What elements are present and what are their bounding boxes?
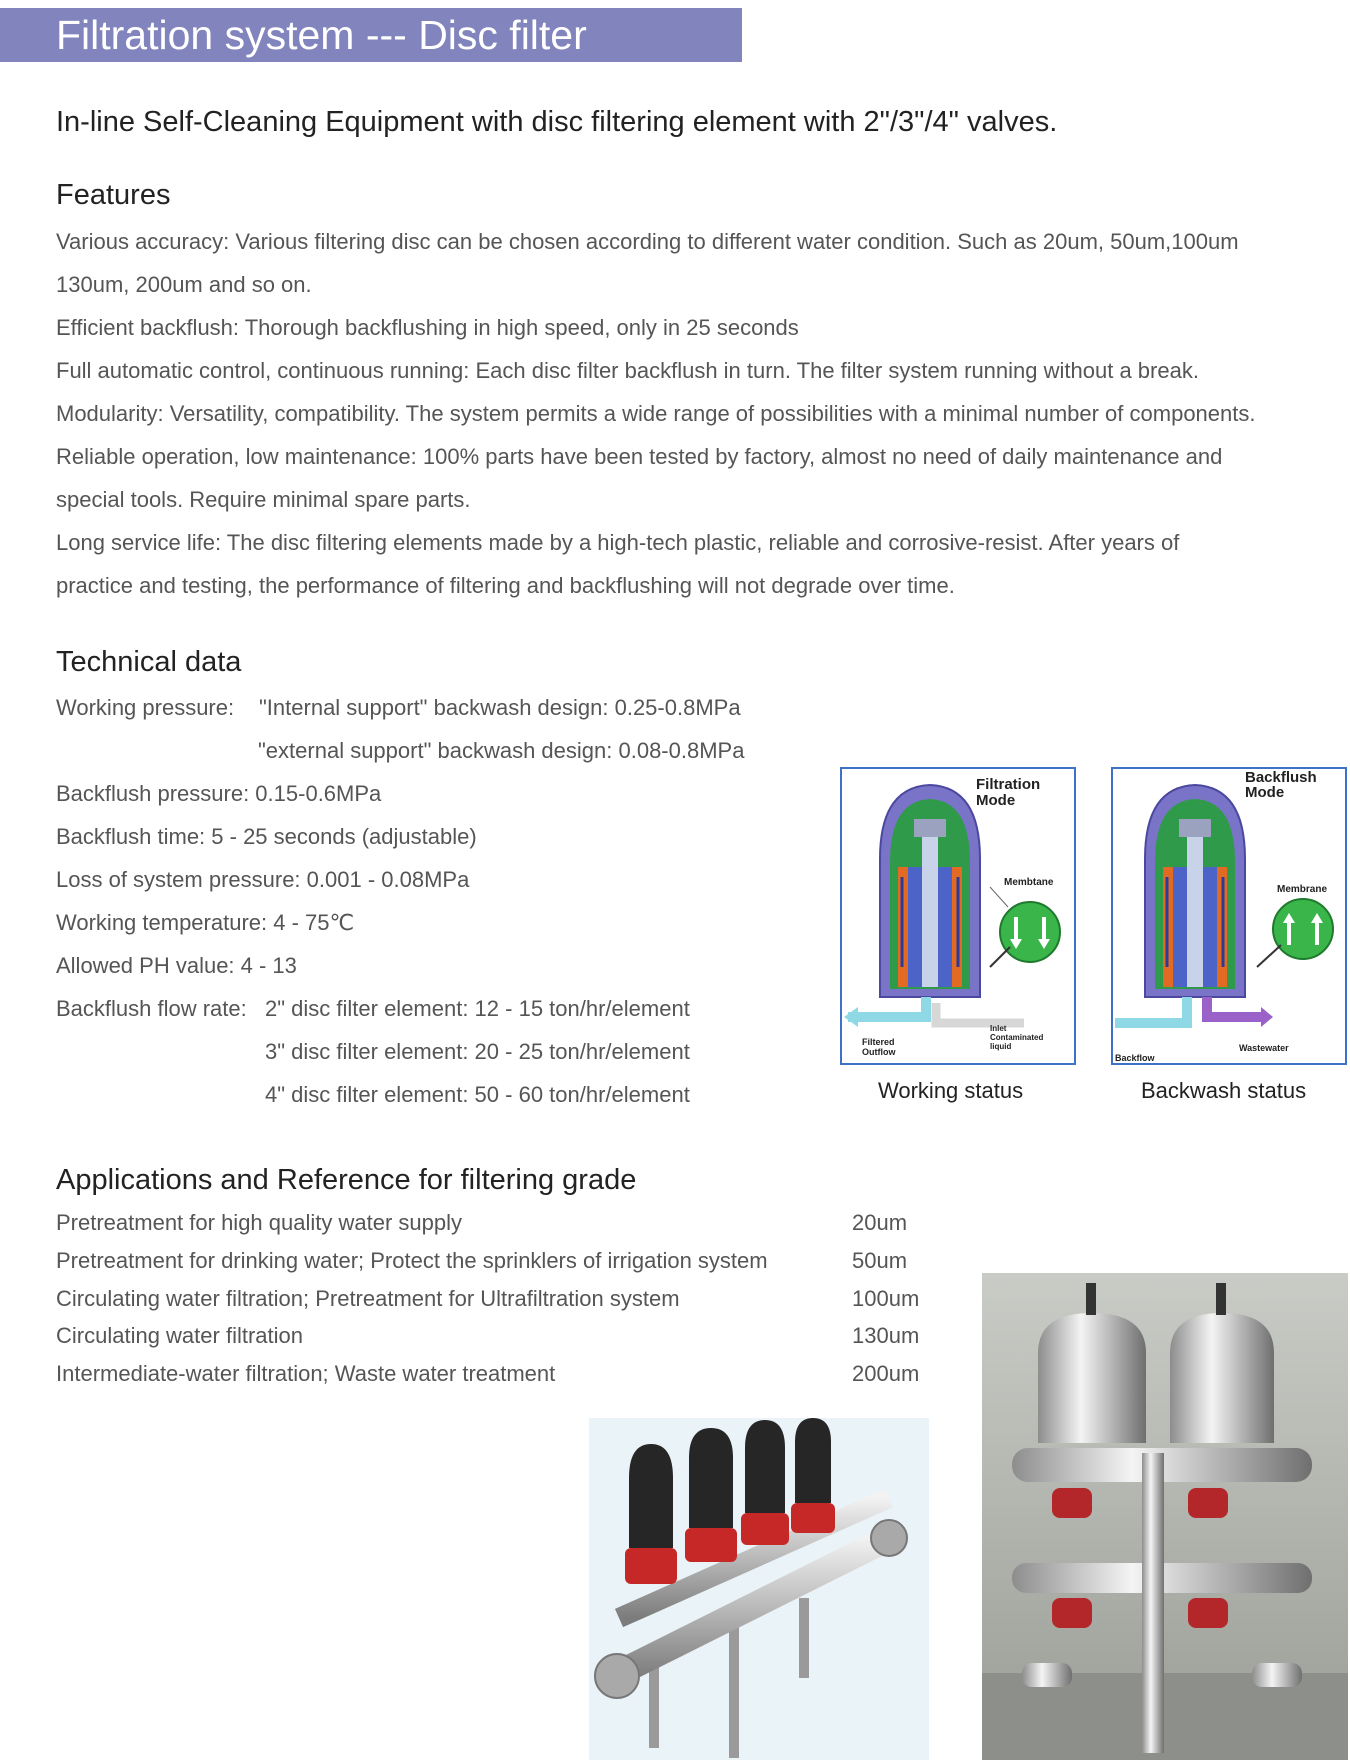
flow-rate-2-inch: 2" disc filter element: 12 - 15 ton/hr/element — [265, 996, 690, 1021]
feature-line: 130um, 200um and so on. — [56, 272, 312, 297]
filtered-outflow-label: Filtered — [862, 1037, 895, 1047]
membrane-label: Membrane — [1277, 884, 1328, 895]
filtered-outflow-label-2: Outflow — [862, 1047, 896, 1057]
backwash-status-caption: Backwash status — [1141, 1078, 1307, 1103]
feature-line: Modularity: Versatility, compatibility. The system permits a wide range of possibilities with a minimal number of components. — [56, 401, 1256, 426]
filtration-mode-diagram — [840, 767, 1076, 1065]
applications-heading: Applications and Reference for filtering grade — [56, 1164, 637, 1196]
feature-line: practice and testing, the performance of filtering and backflushing will not degrade over time. — [56, 573, 955, 598]
feature-line: Various accuracy: Various filtering disc can be chosen according to different water condition. Such as 20um, 50um,100um — [56, 229, 1239, 254]
system-pressure-loss: Loss of system pressure: 0.001 - 0.08MPa — [56, 867, 470, 892]
stainless-filter-system-photo — [982, 1273, 1348, 1760]
application-row: Pretreatment for high quality water supply — [56, 1210, 462, 1235]
filtration-mode-label: Filtration — [976, 776, 1041, 793]
flow-rate-4-inch: 4" disc filter element: 50 - 60 ton/hr/element — [265, 1082, 690, 1107]
page-title: Filtration system --- Disc filter — [56, 12, 587, 58]
inlet-label: Inlet — [990, 1024, 1007, 1033]
filter-grade: 20um — [852, 1210, 908, 1235]
features-heading: Features — [56, 179, 171, 211]
backflush-mode-diagram — [1111, 767, 1347, 1065]
filtration-mode-label-2: Mode — [976, 792, 1016, 809]
disc-filter-array-photo — [589, 1418, 929, 1760]
feature-line: Long service life: The disc filtering elements made by a high-tech plastic, reliable and corrosive-resist. After years of — [56, 530, 1180, 555]
feature-line: special tools. Require minimal spare parts. — [56, 487, 471, 512]
working-temperature: Working temperature: 4 - 75℃ — [56, 910, 355, 935]
application-row: Pretreatment for drinking water; Protect the sprinklers of irrigation system — [56, 1248, 768, 1273]
filter-grade: 200um — [852, 1361, 920, 1386]
working-pressure-label: Working pressure: — [56, 695, 235, 720]
flow-rate-3-inch: 3" disc filter element: 20 - 25 ton/hr/element — [265, 1039, 690, 1064]
feature-line: Efficient backflush: Thorough backflushing in high speed, only in 25 seconds — [56, 315, 799, 340]
working-pressure-internal: "Internal support" backwash design: 0.25-0.8MPa — [259, 695, 741, 720]
application-row: Circulating water filtration — [56, 1323, 303, 1348]
feature-line: Full automatic control, continuous running: Each disc filter backflush in turn. The filter system running without a break. — [56, 358, 1199, 383]
product-subtitle: In-line Self-Cleaning Equipment with disc filtering element with 2"/3"/4" valves. — [56, 106, 1058, 138]
ph-value: Allowed PH value: 4 - 13 — [56, 953, 297, 978]
technical-heading: Technical data — [56, 646, 242, 678]
backflow-label: Backflow — [1115, 1053, 1155, 1063]
wastewater-label: Wastewater — [1239, 1043, 1289, 1053]
backflush-mode-label-2: Mode — [1245, 784, 1285, 801]
working-status-caption: Working status — [878, 1078, 1024, 1103]
application-row: Circulating water filtration; Pretreatment for Ultrafiltration system — [56, 1286, 680, 1311]
filter-grade: 100um — [852, 1286, 920, 1311]
filter-grade: 50um — [852, 1248, 908, 1273]
working-pressure-external: "external support" backwash design: 0.08-0.8MPa — [258, 738, 745, 763]
filter-grade: 130um — [852, 1323, 920, 1348]
membrane-label: Membtane — [1004, 877, 1054, 888]
inlet-label-2: Contaminated — [990, 1033, 1044, 1042]
backflush-time: Backflush time: 5 - 25 seconds (adjustable) — [56, 824, 477, 849]
backflush-mode-label: Backflush — [1245, 769, 1317, 786]
backflush-pressure: Backflush pressure: 0.15-0.6MPa — [56, 781, 382, 806]
flow-rate-label: Backflush flow rate: — [56, 996, 247, 1021]
feature-line: Reliable operation, low maintenance: 100% parts have been tested by factory, almost no need of daily maintenance and — [56, 444, 1223, 469]
inlet-label-3: liquid — [990, 1042, 1012, 1051]
application-row: Intermediate-water filtration; Waste water treatment — [56, 1361, 556, 1386]
